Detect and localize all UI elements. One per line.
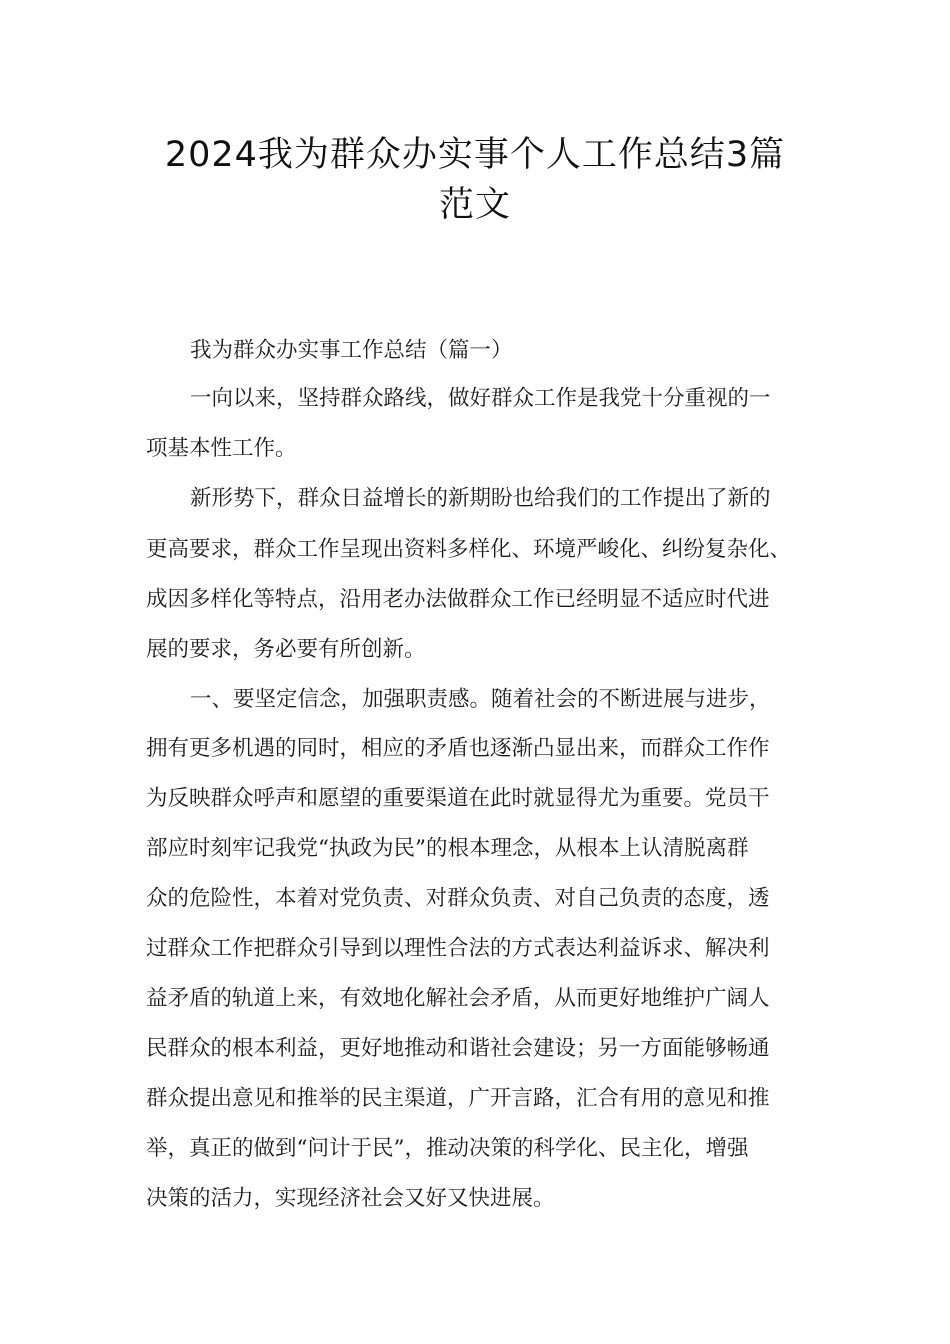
document-title-line-2: 范文 [438, 185, 511, 225]
paragraph-line: 成因多样化等特点，沿用老办法做群众工作已经明显不适应时代进 [146, 587, 770, 612]
paragraph-line: 拥有更多机遇的同时，相应的矛盾也逐渐凸显出来，而群众工作作 [146, 736, 770, 761]
document-title-line-1: 2024我为群众办实事个人工作总结3篇 [164, 135, 786, 175]
paragraph-line: 举，真正的做到“问计于民”，推动决策的科学化、民主化，增强 [146, 1136, 749, 1161]
paragraph-line: 展的要求，务必要有所创新。 [146, 637, 426, 662]
paragraph-line: 为反映群众呼声和愿望的重要渠道在此时就显得尤为重要。党员干 [146, 786, 770, 811]
paragraph-line: 决策的活力，实现经济社会又好又快进展。 [146, 1186, 555, 1211]
paragraph-line: 过群众工作把群众引导到以理性合法的方式表达利益诉求、解决利 [146, 936, 770, 961]
paragraph-line: 群众提出意见和推举的民主渠道，广开言路，汇合有用的意见和推 [146, 1086, 770, 1111]
paragraph-line: 更高要求，群众工作呈现出资料多样化、环境严峻化、纠纷复杂化、 [146, 537, 792, 562]
section-subtitle: 我为群众办实事工作总结（篇一） [190, 338, 513, 363]
paragraph-line: 新形势下，群众日益增长的新期盼也给我们的工作提出了新的 [190, 486, 771, 511]
paragraph-line: 一、要坚定信念，加强职责感。随着社会的不断进展与进步， [190, 687, 771, 712]
paragraph-line: 一向以来，坚持群众路线，做好群众工作是我党十分重视的一 [190, 386, 771, 411]
paragraph-line: 众的危险性，本着对党负责、对群众负责、对自己负责的态度，透 [146, 886, 770, 911]
paragraph-line: 民群众的根本利益，更好地推动和谐社会建设；另一方面能够畅通 [146, 1036, 770, 1061]
paragraph-line: 部应时刻牢记我党“执政为民”的根本理念，从根本上认清脱离群 [146, 836, 749, 861]
paragraph-line: 项基本性工作。 [146, 436, 297, 461]
paragraph-line: 益矛盾的轨道上来，有效地化解社会矛盾，从而更好地维护广阔人 [146, 986, 770, 1011]
